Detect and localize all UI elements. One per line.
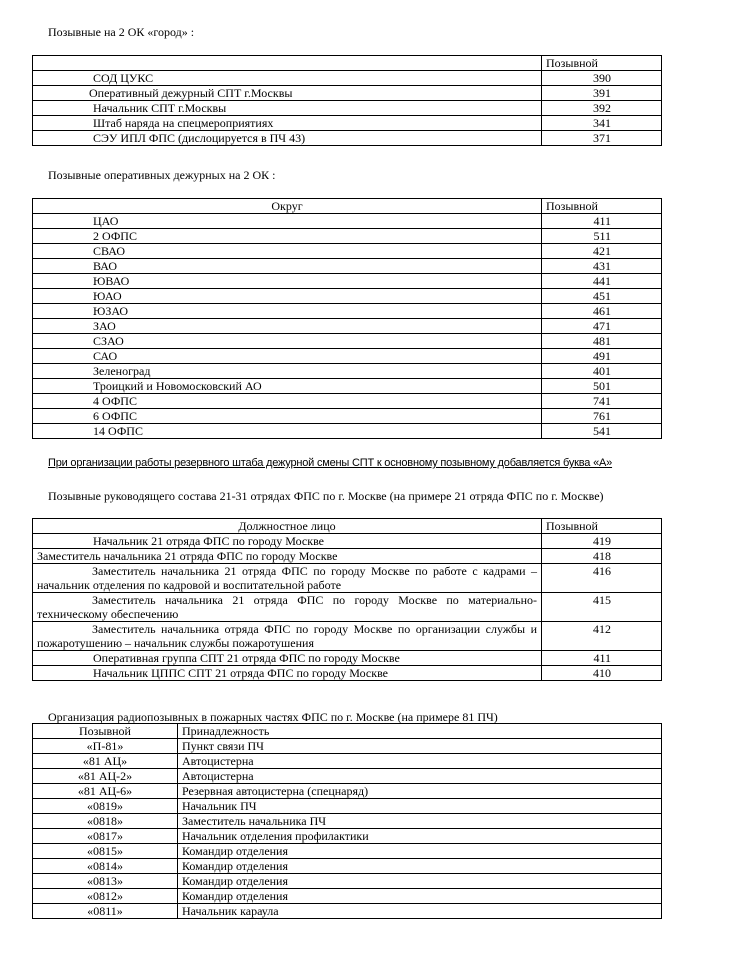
row-position: Заместитель начальника отряда ФПС по городу Москве по организации службы и пожаротушению – начальник службы пожаротушения [33, 622, 542, 651]
row-district: СЗАО [33, 334, 542, 349]
row-callsign: «0812» [33, 889, 178, 904]
table-row [33, 289, 662, 304]
table-row [33, 131, 662, 146]
row-callsign: 421 [542, 244, 662, 259]
table-row [33, 409, 662, 424]
row-belongs: Автоцистерна [178, 754, 662, 769]
header-callsign: Позывной [542, 519, 662, 534]
table-row [33, 844, 662, 859]
row-position: Заместитель начальника 21 отряда ФПС по городу Москве по материально-техническому обеспечению [33, 593, 542, 622]
row-district: ЮВАО [33, 274, 542, 289]
row-name: Штаб наряда на спецмероприятиях [33, 116, 542, 131]
row-callsign: 741 [542, 394, 662, 409]
section3-table [32, 518, 662, 681]
row-name: СЭУ ИПЛ ФПС (дислоцируется в ПЧ 43) [33, 131, 542, 146]
row-callsign: 415 [542, 593, 662, 622]
row-district: ЮАО [33, 289, 542, 304]
table-row [33, 379, 662, 394]
row-district: ЗАО [33, 319, 542, 334]
row-position: Начальник ЦППС СПТ 21 отряда ФПС по городу Москве [33, 666, 542, 681]
table-row [33, 829, 662, 844]
row-district: 2 ОФПС [33, 229, 542, 244]
table-row [33, 799, 662, 814]
table-row [33, 259, 662, 274]
table-row [33, 71, 662, 86]
row-callsign: 761 [542, 409, 662, 424]
section1-table [32, 55, 662, 146]
row-callsign: 390 [542, 71, 662, 86]
row-belongs: Начальник ПЧ [178, 799, 662, 814]
row-position: Начальник 21 отряда ФПС по городу Москве [33, 534, 542, 549]
row-callsign: «0818» [33, 814, 178, 829]
row-callsign: 451 [542, 289, 662, 304]
row-callsign: 412 [542, 622, 662, 651]
table-row [33, 739, 662, 754]
row-district: ЮЗАО [33, 304, 542, 319]
section2-table [32, 198, 662, 439]
row-callsign: 401 [542, 364, 662, 379]
row-belongs: Командир отделения [178, 844, 662, 859]
table-row [33, 889, 662, 904]
row-district: 14 ОФПС [33, 424, 542, 439]
table-row [33, 666, 662, 681]
table-row [33, 319, 662, 334]
table-row [33, 364, 662, 379]
row-callsign: 511 [542, 229, 662, 244]
row-callsign: «81 АЦ-2» [33, 769, 178, 784]
table-row [33, 86, 662, 101]
header-cell [33, 56, 542, 71]
row-position: Заместитель начальника 21 отряда ФПС по городу Москве [33, 549, 542, 564]
row-callsign: «0814» [33, 859, 178, 874]
header-callsign: Позывной [542, 199, 662, 214]
row-callsign: «П-81» [33, 739, 178, 754]
row-callsign: 541 [542, 424, 662, 439]
table-row [33, 394, 662, 409]
row-belongs: Начальник отделения профилактики [178, 829, 662, 844]
row-district: ВАО [33, 259, 542, 274]
row-callsign: 431 [542, 259, 662, 274]
row-callsign: 491 [542, 349, 662, 364]
table-row [33, 534, 662, 549]
table-row [33, 244, 662, 259]
row-callsign: «81 АЦ» [33, 754, 178, 769]
row-callsign: «81 АЦ-6» [33, 784, 178, 799]
row-belongs: Командир отделения [178, 889, 662, 904]
table-row [33, 549, 662, 564]
row-callsign: 481 [542, 334, 662, 349]
row-callsign: «0819» [33, 799, 178, 814]
row-belongs: Пункт связи ПЧ [178, 739, 662, 754]
section3-heading: Позывные руководящего состава 21-31 отрядах ФПС по г. Москве (на примере 21 отряда ФПС по г. Москве) [48, 489, 604, 503]
table-row [33, 593, 662, 622]
table-row [33, 859, 662, 874]
table-row [33, 874, 662, 889]
table-row [33, 622, 662, 651]
row-callsign: 441 [542, 274, 662, 289]
table-header-row [33, 56, 662, 71]
table-row [33, 116, 662, 131]
row-callsign: «0817» [33, 829, 178, 844]
row-name: Начальник СПТ г.Москвы [33, 101, 542, 116]
row-belongs: Заместитель начальника ПЧ [178, 814, 662, 829]
row-callsign: 411 [542, 651, 662, 666]
reserve-note: При организации работы резервного штаба дежурной смены СПТ к основному позывному добавляется буква «А» [48, 457, 613, 469]
row-belongs: Начальник караула [178, 904, 662, 919]
table-header-row [33, 519, 662, 534]
row-position: Заместитель начальника 21 отряда ФПС по городу Москве по работе с кадрами – начальник отделения по кадровой и воспитательной работе [33, 564, 542, 593]
table-row [33, 784, 662, 799]
row-callsign: 391 [542, 86, 662, 101]
section4-heading: Организация радиопозывных в пожарных частях ФПС по г. Москве (на примере 81 ПЧ) [48, 710, 498, 724]
row-district: 4 ОФПС [33, 394, 542, 409]
section1-heading: Позывные на 2 ОК «город» : [48, 25, 195, 39]
row-district: САО [33, 349, 542, 364]
header-callsign: Позывной [33, 724, 178, 739]
table-row [33, 651, 662, 666]
header-district: Округ [33, 199, 542, 214]
row-callsign: 418 [542, 549, 662, 564]
table-row [33, 904, 662, 919]
header-callsign: Позывной [542, 56, 662, 71]
row-callsign: 501 [542, 379, 662, 394]
table-row [33, 334, 662, 349]
row-belongs: Командир отделения [178, 874, 662, 889]
table-row [33, 214, 662, 229]
section4-table [32, 723, 662, 919]
row-name: Оперативный дежурный СПТ г.Москвы [33, 86, 542, 101]
row-callsign: 416 [542, 564, 662, 593]
table-row [33, 424, 662, 439]
row-position: Оперативная группа СПТ 21 отряда ФПС по городу Москве [33, 651, 542, 666]
row-callsign: «0813» [33, 874, 178, 889]
table-row [33, 304, 662, 319]
row-district: 6 ОФПС [33, 409, 542, 424]
table-header-row [33, 199, 662, 214]
row-callsign: 410 [542, 666, 662, 681]
table-row [33, 814, 662, 829]
row-district: Зеленоград [33, 364, 542, 379]
row-belongs: Командир отделения [178, 859, 662, 874]
table-row [33, 564, 662, 593]
table-row [33, 274, 662, 289]
row-district: СВАО [33, 244, 542, 259]
table-header-row [33, 724, 662, 739]
row-callsign: 341 [542, 116, 662, 131]
header-belongs: Принадлежность [178, 724, 662, 739]
table-row [33, 769, 662, 784]
row-callsign: 461 [542, 304, 662, 319]
row-callsign: «0811» [33, 904, 178, 919]
table-row [33, 754, 662, 769]
table-row [33, 229, 662, 244]
row-callsign: 392 [542, 101, 662, 116]
row-name: СОД ЦУКС [33, 71, 542, 86]
table-row [33, 101, 662, 116]
row-belongs: Резервная автоцистерна (спецнаряд) [178, 784, 662, 799]
row-callsign: 419 [542, 534, 662, 549]
table-row [33, 349, 662, 364]
row-callsign: 411 [542, 214, 662, 229]
section2-heading: Позывные оперативных дежурных на 2 ОК : [48, 168, 276, 182]
row-callsign: 471 [542, 319, 662, 334]
row-callsign: 371 [542, 131, 662, 146]
header-position: Должностное лицо [33, 519, 542, 534]
row-belongs: Автоцистерна [178, 769, 662, 784]
row-callsign: «0815» [33, 844, 178, 859]
row-district: Троицкий и Новомосковский АО [33, 379, 542, 394]
row-district: ЦАО [33, 214, 542, 229]
